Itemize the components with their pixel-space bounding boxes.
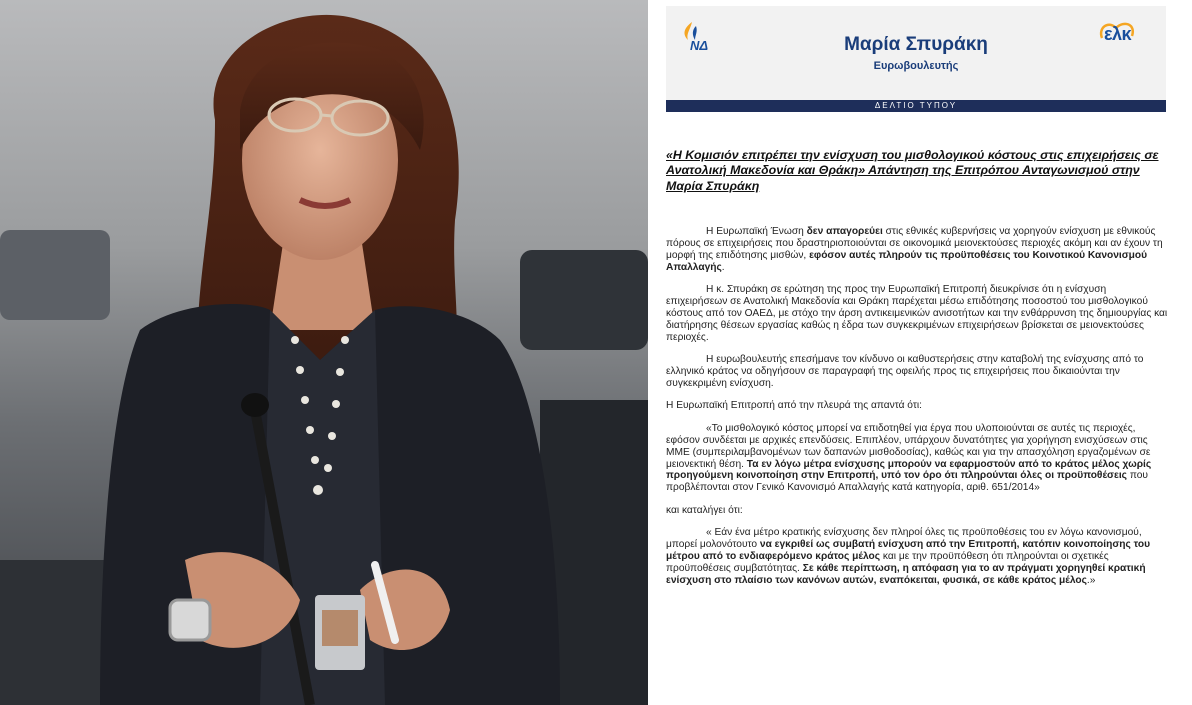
epp-logo-text: ελκ: [1104, 24, 1132, 44]
quote-1: «Το μισθολογικό κόστος μπορεί να επιδοτηθεί για έργα που υλοποιούνται σε αυτές τις περιοχές, εφόσον συνδέεται με αρχικές επενδύσεις. Επιπλέον, υπάρχουν δυνατότητες για χορήγηση ενισχύσεων στις ΜΜΕ (συμπεριλαμβανομένων των δαπανών μισθοδοσίας), καθώς και για την απασχόληση εργαζομένων σε μειονεκτική θέση. Τα εν λόγω μέτρα ενίσχυσης μπορούν να εφαρμοστούν από το κράτος μέλος χωρίς προηγούμενη κοινοποίηση στην Επιτροπή, υπό τον όρο ότι πληρούνται όλες οι προϋποθέσεις που προβλέπονται στον Γενικό Κανονισμό Απαλλαγής κατά κατηγορία, αριθ. 651/2014»: [666, 422, 1152, 494]
press-release-document: [648, 0, 1192, 705]
paragraph-6: και καταλήγει ότι:: [666, 504, 743, 516]
paragraph-4: Η Ευρωπαϊκή Επιτροπή από την πλευρά της απαντά ότι:: [666, 400, 922, 412]
paragraph-1: Η Ευρωπαϊκή Ένωση δεν απαγορεύει στις εθνικές κυβερνήσεις να χορηγούν ενίσχυση με εθνικούς πόρους σε επιχειρήσεις που δραστηριοποιούνται σε οικονομικά μειονεκτούσες περιοχές ακόμη και αν έχουν τη μορφή της επιδότησης μισθών, εφόσον αυτές πληρούν τις προϋποθέσεις του Κοινοτικού Κανονισμού Απαλλαγής.: [666, 226, 1163, 273]
mep-name: Μαρία Σπυράκη: [844, 34, 988, 55]
press-release-bar: ΔΕΛΤΙΟ ΤΥΠΟΥ: [666, 100, 1166, 112]
nd-logo-text: ΝΔ: [690, 38, 709, 53]
mep-role: Ευρωβουλευτής: [873, 60, 959, 72]
paragraph-2: Η κ. Σπυράκη σε ερώτηση της προς την Ευρωπαϊκή Επιτροπή διευκρίνισε ότι η ενίσχυση επιχειρήσεων σε Ανατολική Μακεδονία και Θράκη παρέχεται μέσω επιδότησης ποσοστού του μισθολογικού κόστους από τον ΟΑΕΔ, με στόχο την άρση αντικειμενικών ανισοτήτων και την ενθάρρυνση της δημιουργίας και διατήρησης θέσεων εργασίας καθώς η έδρα των συγκεκριμένων επιχειρήσεων βρίσκεται σε μειονεκτούσες περιοχές.: [666, 284, 1168, 343]
epp-logo: [1096, 18, 1156, 50]
press-release-title: «Η Κομισιόν επιτρέπει την ενίσχυση του μισθολογικού κόστους στις επιχειρήσεις σε Ανατολική Μακεδονία και Θράκη» Απάντηση της Επιτρόπου Ανταγωνισμού στην Μαρία Σπυράκη: [666, 148, 1159, 193]
quote-2: « Εάν ένα μέτρο κρατικής ενίσχυσης δεν πληροί όλες τις προϋποθέσεις του εν λόγω κανονισμού, μπορεί μολονότουτο να εγκριθεί ως συμβατή ενίσχυση από την Επιτροπή, κατόπιν κοινοποίησης του μέτρου από το ενδιαφερόμενο κράτος μέλος και με την προϋπόθεση ότι πληρούνται οι σχετικές προϋποθέσεις συμβατότητας. Σε κάθε περίπτωση, η απόφαση για το αν πράγματι χορηγηθεί κρατική ενίσχυση στο πλαίσιο των κανόνων αυτών, εναπόκειται, φυσικά, σε κάθε κράτος μέλος.»: [666, 527, 1151, 586]
paragraph-3: Η ευρωβουλευτής επεσήμανε τον κίνδυνο οι καθυστερήσεις στην καταβολή της ενίσχυσης από το ελληνικό κράτος να οδηγήσουν σε παραγραφή της οφειλής προς τις επιχειρήσεις που δικαιούνται την συγκεκριμένη ενίσχυση.: [666, 354, 1144, 389]
press-release-body: [666, 226, 1168, 597]
document-header: [666, 6, 1166, 100]
